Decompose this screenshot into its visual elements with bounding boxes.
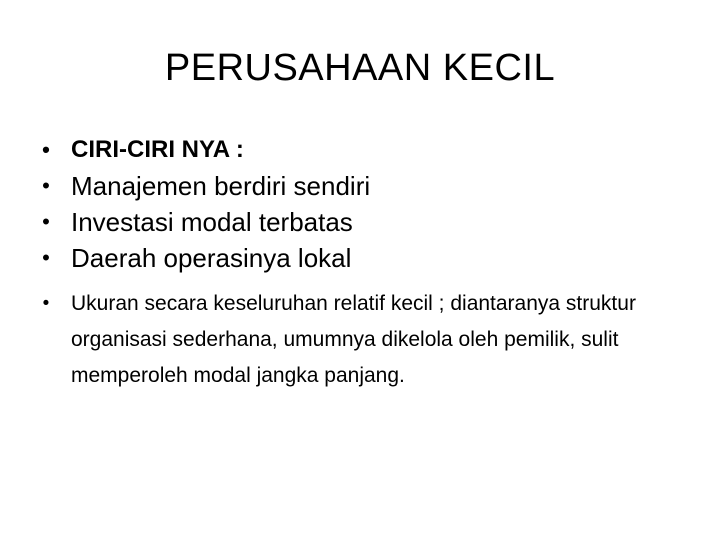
slide-title: PERUSAHAAN KECIL — [164, 47, 556, 89]
bullet-text: Investasi modal terbatas — [71, 207, 353, 237]
bullet-item — [36, 240, 686, 276]
bullet-text: CIRI-CIRI NYA : — [71, 136, 244, 163]
bullet-text: Manajemen berdiri sendiri — [71, 171, 371, 201]
bullet-dot-icon: • — [42, 209, 50, 234]
bullet-dot-icon: • — [42, 245, 50, 270]
bullet-item-heading — [36, 132, 686, 168]
bullet-list — [36, 132, 686, 394]
bullet-text: Ukuran secara keseluruhan relatif kecil ; diantaranya struktur organisasi sederhana, umumnya dikelola oleh pemilik, sulit memperoleh modal jangka panjang. — [71, 292, 636, 387]
bullet-item — [36, 168, 686, 204]
bullet-item-description — [36, 286, 686, 394]
bullet-dot-icon: • — [42, 137, 50, 162]
bullet-dot-icon: • — [42, 293, 50, 314]
bullet-dot-icon: • — [42, 173, 50, 198]
bullet-text: Daerah operasinya lokal — [71, 243, 352, 273]
bullet-item — [36, 204, 686, 240]
